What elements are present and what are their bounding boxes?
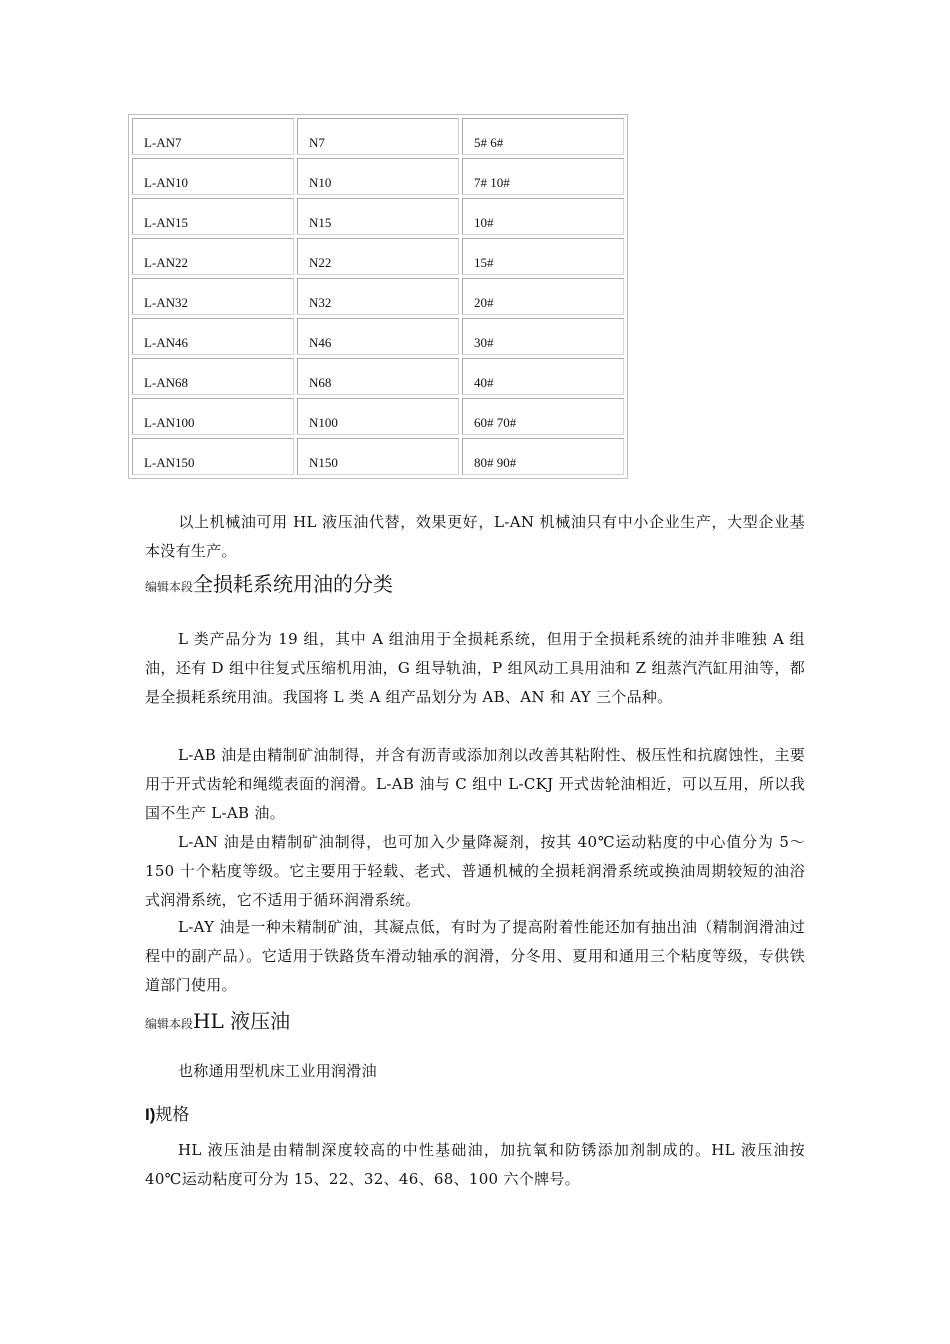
cell-text: L-AN22	[144, 255, 189, 270]
table-row	[132, 398, 624, 435]
table-row	[132, 318, 624, 355]
cell-text: 5# 6#	[474, 135, 504, 150]
table-row	[132, 358, 624, 395]
cell-text: 60# 70#	[474, 415, 517, 430]
cell-text: L-AN32	[144, 295, 189, 310]
new-grade-cell	[132, 398, 294, 435]
legacy-grade-cell	[462, 198, 624, 235]
cell-text: L-AN46	[144, 335, 189, 350]
cell-text: 40#	[474, 375, 494, 390]
old-grade-cell	[297, 438, 459, 475]
section-title: HL 液压油	[193, 1009, 291, 1033]
cell-text: 10#	[474, 215, 494, 230]
table-row	[132, 278, 624, 315]
cell-text: 30#	[474, 335, 494, 350]
old-grade-cell	[297, 318, 459, 355]
old-grade-cell	[297, 278, 459, 315]
section-heading-classification	[145, 568, 393, 597]
cell-text: N150	[309, 455, 338, 470]
table-row	[132, 198, 624, 235]
hl-spec-paragraph: HL 液压油是由精制深度较高的中性基础油，加抗氧和防锈添加剂制成的。HL 液压油按 40℃运动粘度可分为 15、22、32、46、68、100 六个牌号。	[145, 1141, 805, 1188]
new-grade-cell	[132, 198, 294, 235]
table-row	[132, 158, 624, 195]
cell-text: 80# 90#	[474, 455, 517, 470]
cell-text: L-AN100	[144, 415, 195, 430]
cell-text: L-AN10	[144, 175, 189, 190]
legacy-grade-cell	[462, 398, 624, 435]
new-grade-cell	[132, 118, 294, 155]
cell-text: N32	[309, 295, 332, 310]
cell-text: N22	[309, 255, 332, 270]
new-grade-cell	[132, 238, 294, 275]
cell-text: N46	[309, 335, 332, 350]
cell-text: 7# 10#	[474, 175, 510, 190]
edit-section-link[interactable]: 编辑本段	[145, 1017, 194, 1031]
old-grade-cell	[297, 398, 459, 435]
paragraph-l-an: L-AN 油是由精制矿油制得，也可加入少量降凝剂，按其 40℃运动粘度的中心值分为 5～150 十个粘度等级。它主要用于轻载、老式、普通机械的全损耗润滑系统或换油周期较短的油浴式润滑系统，它不适用于循环润滑系统。	[145, 833, 805, 909]
cell-text: N100	[309, 415, 338, 430]
legacy-grade-cell	[462, 278, 624, 315]
cell-text: L-AN15	[144, 215, 189, 230]
old-grade-cell	[297, 238, 459, 275]
new-grade-cell	[132, 158, 294, 195]
section-title: 全损耗系统用油的分类	[193, 572, 394, 596]
section-heading-hl	[145, 1005, 290, 1034]
paragraph-l-ab: L-AB 油是由精制矿油制得，并含有沥青或添加剂以改善其粘附性、极压性和抗腐蚀性，主要用于开式齿轮和绳缆表面的润滑。L-AB 油与 C 组中 L-CKJ 开式齿轮油相近，可以互用，所以我国不生产 L-AB 油。	[145, 746, 805, 822]
cell-text: N15	[309, 215, 332, 230]
new-grade-cell	[132, 358, 294, 395]
old-grade-cell	[297, 198, 459, 235]
grade-table-body	[132, 118, 624, 475]
cell-text: L-AN150	[144, 455, 195, 470]
spec-label: 规格	[155, 1105, 190, 1125]
grade-table	[128, 114, 628, 479]
legacy-grade-cell	[462, 158, 624, 195]
legacy-grade-cell	[462, 358, 624, 395]
legacy-grade-cell	[462, 238, 624, 275]
cell-text: N68	[309, 375, 332, 390]
cell-text: N10	[309, 175, 332, 190]
new-grade-cell	[132, 438, 294, 475]
legacy-grade-cell	[462, 118, 624, 155]
hl-subtitle: 也称通用型机床工业用润滑油	[178, 1062, 377, 1080]
new-grade-cell	[132, 278, 294, 315]
cell-text: L-AN68	[144, 375, 189, 390]
cell-text: 15#	[474, 255, 494, 270]
cell-text: L-AN7	[144, 135, 182, 150]
table-row	[132, 238, 624, 275]
cell-text: N7	[309, 135, 325, 150]
table-row	[132, 118, 624, 155]
legacy-grade-cell	[462, 318, 624, 355]
intro-paragraph-text: 以上机械油可用 HL 液压油代替，效果更好，L-AN 机械油只有中小企业生产，大型企业基本没有生产。	[145, 513, 805, 560]
paragraph-l-class: L 类产品分为 19 组，其中 A 组油用于全损耗系统，但用于全损耗系统的油并非唯独 A 组油，还有 D 组中往复式压缩机用油，G 组导轨油，P 组风动工具用油和 Z 组蒸汽汽缸用油等，都是全损耗系统用油。我国将 L 类 A 组产品划分为 AB、AN 和 AY 三个品种。	[145, 630, 805, 706]
spec-heading	[145, 1100, 189, 1125]
new-grade-cell	[132, 318, 294, 355]
intro-paragraph	[145, 508, 805, 566]
edit-section-link[interactable]: 编辑本段	[145, 580, 194, 594]
spec-marker: I)	[145, 1105, 156, 1124]
paragraph-l-ay: L-AY 油是一种未精制矿油，其凝点低，有时为了提高附着性能还加有抽出油（精制润滑油过程中的副产品）。它适用于铁路货车滑动轴承的润滑，分冬用、夏用和通用三个粘度等级，专供铁道部门使用。	[145, 918, 805, 994]
table-row	[132, 438, 624, 475]
legacy-grade-cell	[462, 438, 624, 475]
old-grade-cell	[297, 158, 459, 195]
cell-text: 20#	[474, 295, 494, 310]
old-grade-cell	[297, 118, 459, 155]
old-grade-cell	[297, 358, 459, 395]
